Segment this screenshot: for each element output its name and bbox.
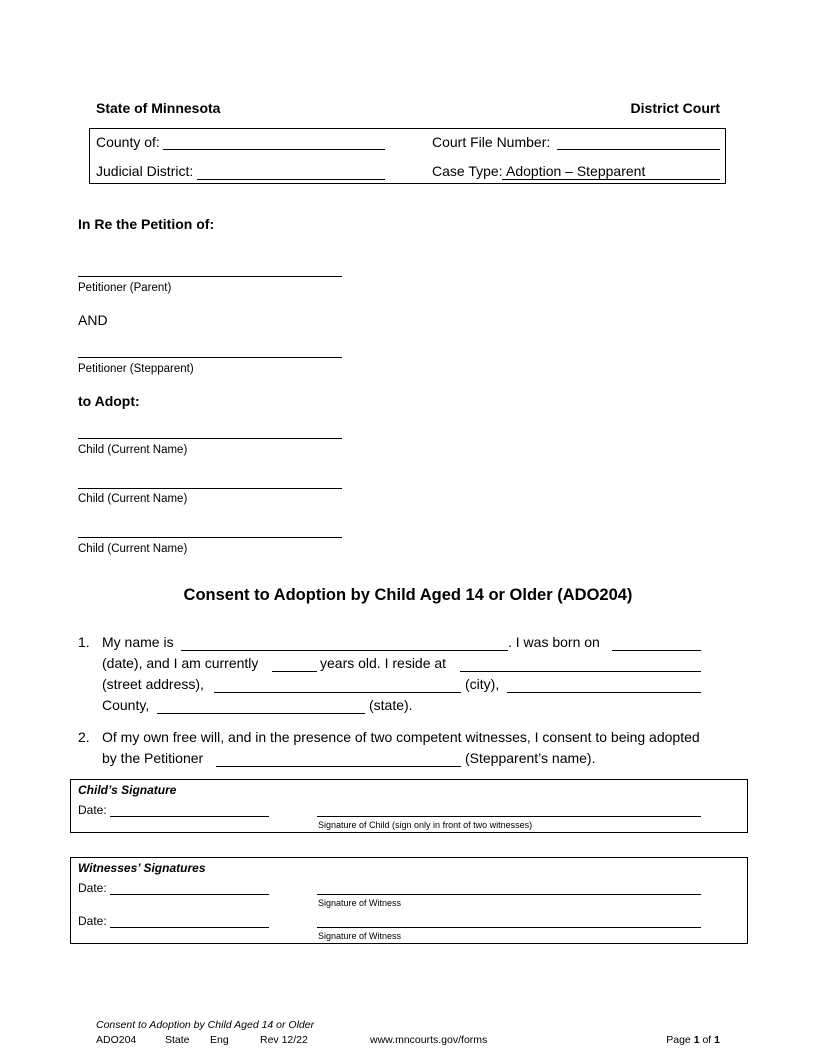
city-label: (city),	[465, 676, 500, 692]
stepparent-name-label: (Stepparent’s name).	[465, 750, 596, 766]
to-adopt-heading: to Adopt:	[78, 393, 140, 409]
witness-date-field-2[interactable]	[110, 927, 269, 928]
years-old-label: years old. I reside at	[320, 655, 447, 671]
child-date-label: Date:	[78, 803, 107, 817]
page-of: of	[702, 1034, 712, 1046]
child-signature-caption: Signature of Child (sign only in front of two witnesses)	[318, 820, 533, 830]
page-prefix: Page	[666, 1034, 691, 1046]
stepparent-name-input[interactable]	[216, 766, 461, 767]
child-name-input[interactable]	[181, 650, 508, 651]
case-type-value: Adoption – Stepparent	[506, 163, 646, 179]
my-name-label: My name is	[102, 634, 174, 650]
street-address-input[interactable]	[460, 671, 701, 672]
footer-form-code: ADO204	[96, 1034, 137, 1046]
form-title: Consent to Adoption by Child Aged 14 or Older (ADO204)	[183, 586, 633, 604]
petitioner-stepparent-label: Petitioner (Stepparent)	[78, 363, 194, 375]
petitioner-parent-field[interactable]	[78, 276, 342, 277]
witness-signature-title: Witnesses’ Signatures	[78, 861, 206, 875]
city-input[interactable]	[214, 692, 461, 693]
born-on-label: . I was born on	[508, 634, 600, 650]
child-date-field[interactable]	[110, 816, 269, 817]
petitioner-stepparent-field[interactable]	[78, 357, 342, 358]
by-petitioner-label: by the Petitioner	[102, 750, 204, 766]
consent-text: Of my own free will, and in the presence of two competent witnesses, I consent to being adopted	[102, 729, 700, 745]
child-name-field-2[interactable]	[78, 488, 342, 489]
witness-signature-field-2[interactable]	[317, 927, 701, 928]
birth-date-input[interactable]	[612, 650, 701, 651]
footer-page-number	[666, 1034, 720, 1046]
state-input[interactable]	[157, 713, 365, 714]
witness-date-label-1: Date:	[78, 881, 107, 895]
footer-url[interactable]: www.mncourts.gov/forms	[370, 1034, 488, 1046]
judicial-district-field[interactable]	[197, 179, 385, 180]
footer-form-title: Consent to Adoption by Child Aged 14 or Older	[96, 1019, 315, 1031]
court-file-label: Court File Number:	[432, 134, 551, 150]
child-name-label-3: Child (Current Name)	[78, 543, 188, 555]
state-label: (state).	[369, 697, 413, 713]
judicial-district-label: Judicial District:	[96, 163, 194, 179]
child-signature-field[interactable]	[317, 816, 701, 817]
witness-date-label-2: Date:	[78, 914, 107, 928]
county-field[interactable]	[163, 149, 385, 150]
case-type-label: Case Type:	[432, 163, 503, 179]
witness-signature-caption-1: Signature of Witness	[318, 898, 402, 908]
witness-signature-caption-2: Signature of Witness	[318, 931, 402, 941]
court-name: District Court	[630, 100, 720, 116]
child-name-field-1[interactable]	[78, 438, 342, 439]
witness-date-field-1[interactable]	[110, 894, 269, 895]
page-current: 1	[693, 1034, 700, 1046]
and-label: AND	[78, 312, 108, 328]
child-name-label-1: Child (Current Name)	[78, 444, 188, 456]
street-address-label: (street address),	[102, 676, 204, 692]
witness-signature-field-1[interactable]	[317, 894, 701, 895]
footer-revision: Rev 12/22	[260, 1034, 308, 1046]
child-name-field-3[interactable]	[78, 537, 342, 538]
state-name: State of Minnesota	[96, 100, 221, 116]
paragraph-1-number: 1.	[78, 634, 90, 650]
footer-scope: State	[165, 1034, 190, 1046]
court-file-field[interactable]	[557, 149, 720, 150]
county-label: County of:	[96, 134, 160, 150]
page-total: 1	[714, 1034, 720, 1046]
petitioner-parent-label: Petitioner (Parent)	[78, 282, 172, 294]
petition-heading: In Re the Petition of:	[78, 216, 215, 232]
county-label-p1: County,	[102, 697, 150, 713]
paragraph-2-number: 2.	[78, 729, 90, 745]
case-type-field[interactable]	[502, 179, 720, 180]
county-input[interactable]	[507, 692, 701, 693]
child-signature-title: Child’s Signature	[78, 783, 177, 797]
child-name-label-2: Child (Current Name)	[78, 493, 188, 505]
date-currently-label: (date), and I am currently	[102, 655, 259, 671]
age-input[interactable]	[272, 671, 317, 672]
footer-language: Eng	[210, 1034, 229, 1046]
